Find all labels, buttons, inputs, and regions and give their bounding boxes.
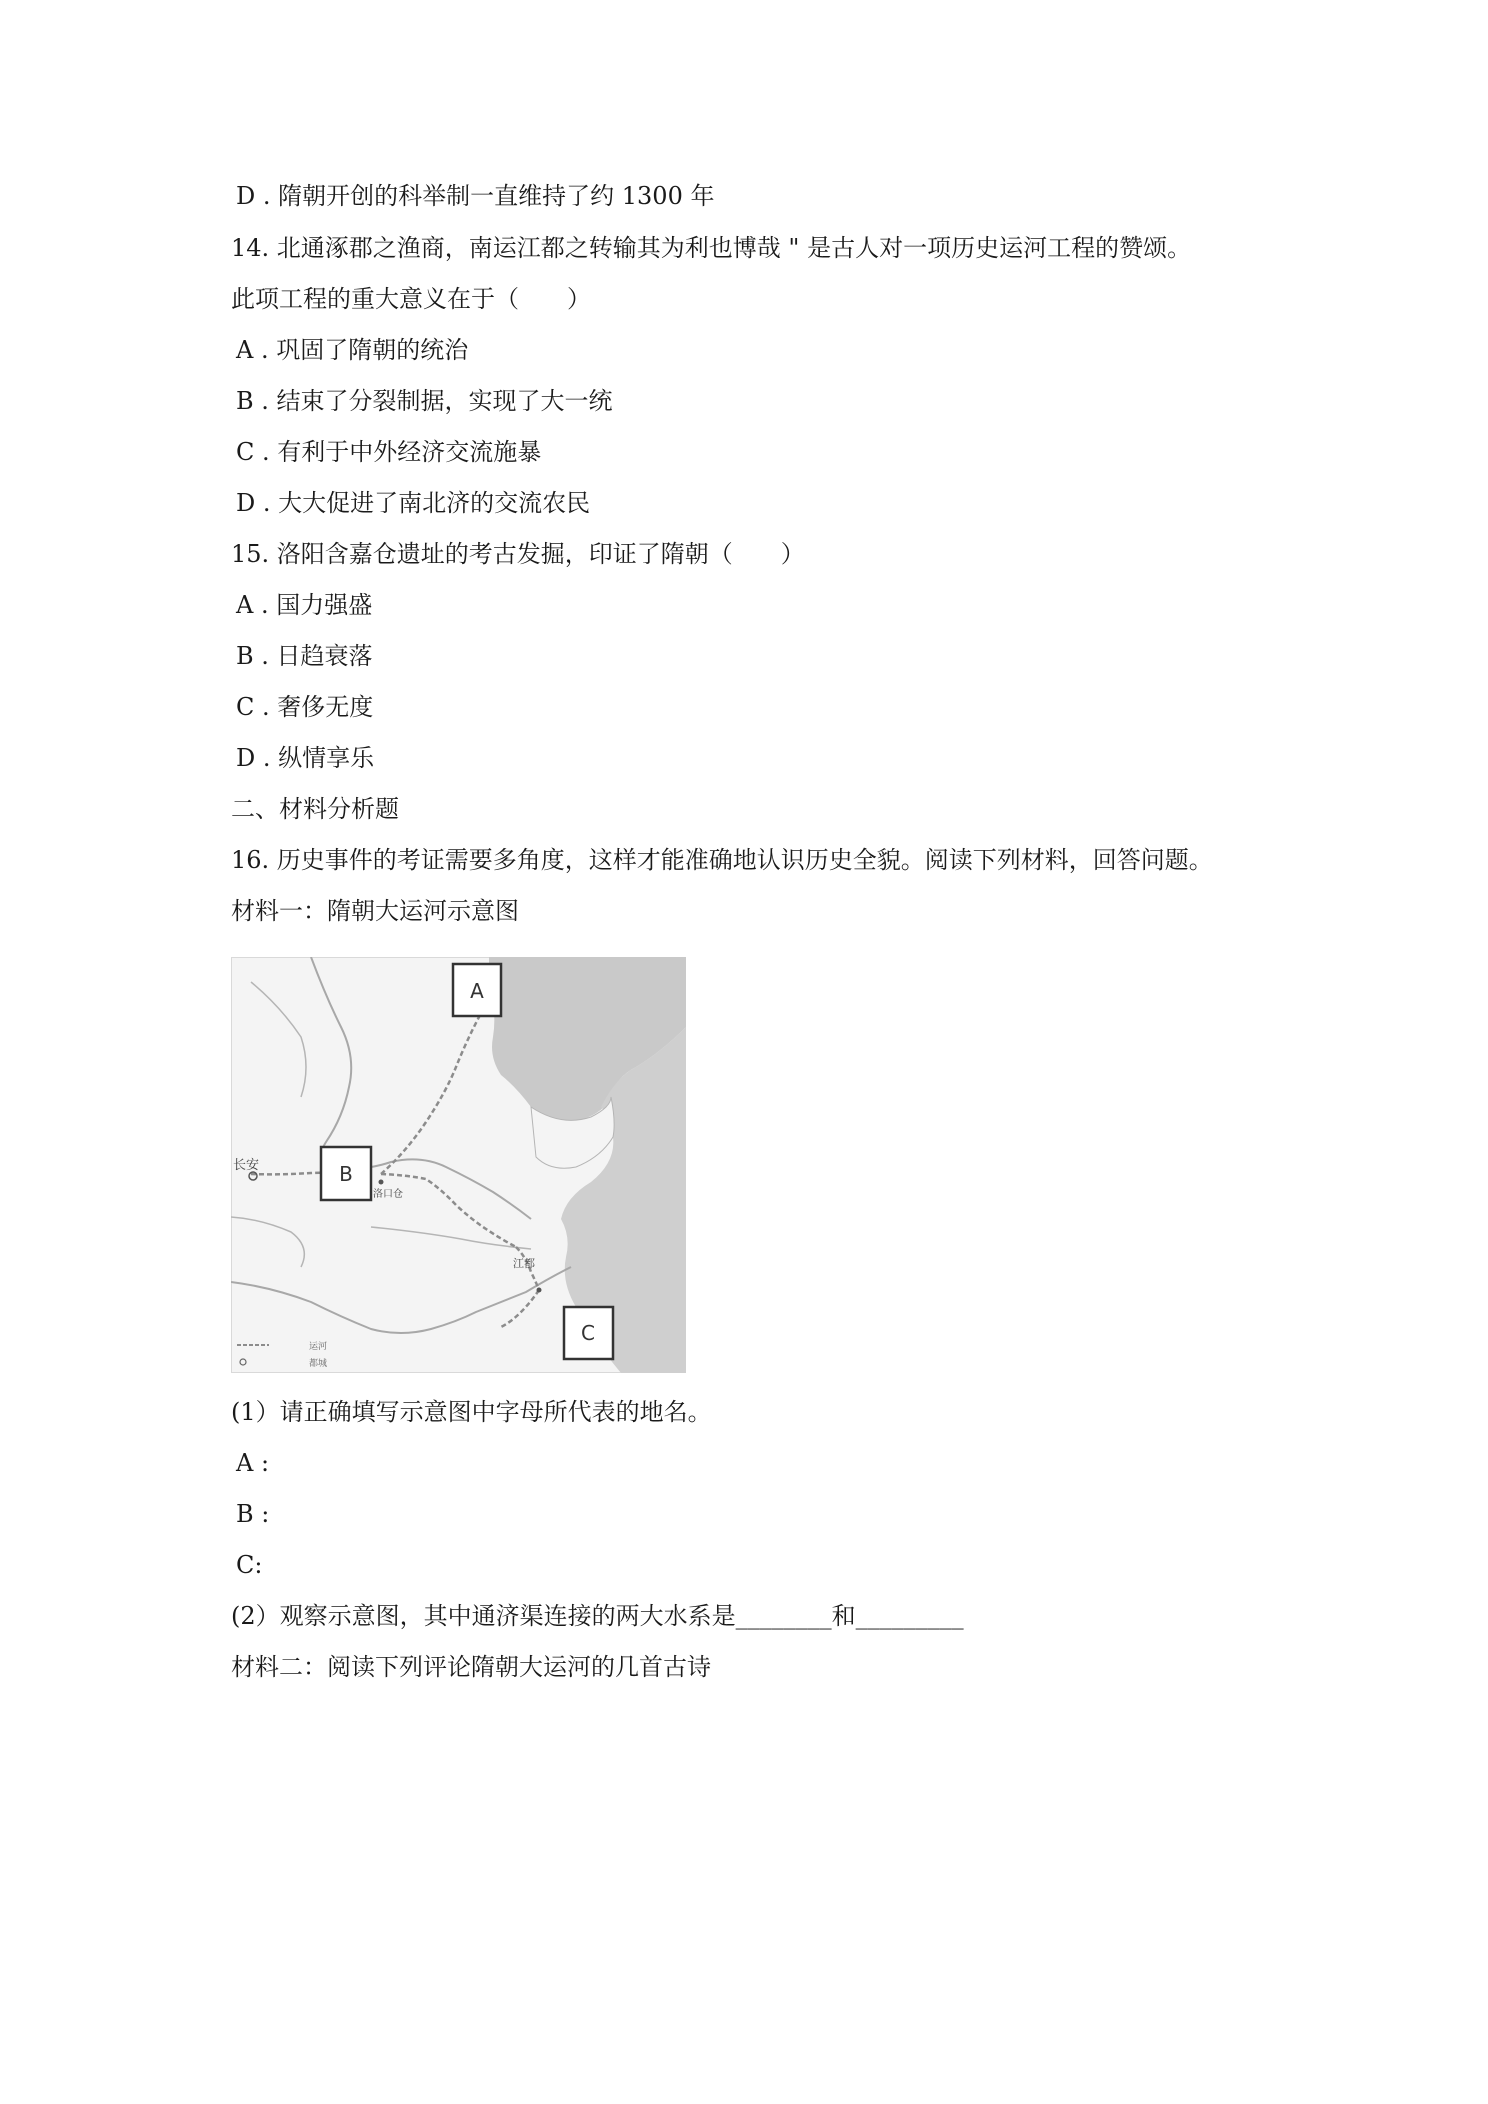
q14-option-b: B . 结束了分裂制据，实现了大一统 (236, 387, 613, 415)
q15-stem: 15. 洛阳含嘉仓遗址的考古发掘，印证了隋朝（ ） (231, 540, 805, 568)
q15-option-d: D . 纵情享乐 (236, 744, 375, 772)
sub-question-1: (1）请正确填写示意图中字母所代表的地名。 (231, 1398, 712, 1426)
label-changan: 长安 (233, 1158, 260, 1173)
legend-canal-label: 运河 (309, 1342, 328, 1352)
q16-stem: 16. 历史事件的考证需要多角度，这样才能准确地认识历史全貌。阅读下列材料，回答问题。 (231, 846, 1213, 874)
q14-stem-line-2: 此项工程的重大意义在于（ ） (231, 285, 591, 313)
answer-c-label: C: (236, 1551, 263, 1579)
q13-option-d: D . 隋朝开创的科举制一直维持了约 1300 年 (236, 182, 715, 210)
answer-b-label: B : (236, 1500, 270, 1528)
answer-a-label: A : (236, 1449, 270, 1477)
map-box-a-label: A (470, 979, 484, 1003)
q15-option-a: A . 国力强盛 (236, 591, 373, 619)
marker-luokou (379, 1180, 384, 1185)
material-1-caption: 材料一：隋朝大运河示意图 (231, 897, 519, 925)
grand-canal-map-figure (231, 957, 686, 1373)
q15-option-b: B . 日趋衰落 (236, 642, 373, 670)
grand-canal-map (231, 957, 686, 1373)
map-box-c-label: C (581, 1321, 595, 1345)
label-luokou: 洛口仓 (373, 1189, 403, 1200)
label-jiangdu: 江都 (513, 1257, 535, 1270)
q14-option-d: D . 大大促进了南北济的交流农民 (236, 489, 591, 517)
q14-option-a: A . 巩固了隋朝的统治 (236, 336, 469, 364)
q15-option-c: C . 奢侈无度 (236, 693, 374, 721)
q14-stem-line-1: 14. 北通涿郡之渔商，南运江都之转输其为利也博哉 " 是古人对一项历史运河工程的赞颂。 (231, 234, 1192, 262)
q14-option-c: C . 有利于中外经济交流施暴 (236, 438, 542, 466)
section-heading-material-analysis: 二、材料分析题 (231, 795, 399, 823)
marker-jiangdu (537, 1288, 542, 1293)
material-2-caption: 材料二：阅读下列评论隋朝大运河的几首古诗 (231, 1653, 711, 1681)
legend-capital-label: 都城 (309, 1359, 328, 1369)
map-box-b-label: B (339, 1162, 353, 1186)
sub-question-2: (2）观察示意图，其中通济渠连接的两大水系是________和_________ (231, 1602, 964, 1630)
